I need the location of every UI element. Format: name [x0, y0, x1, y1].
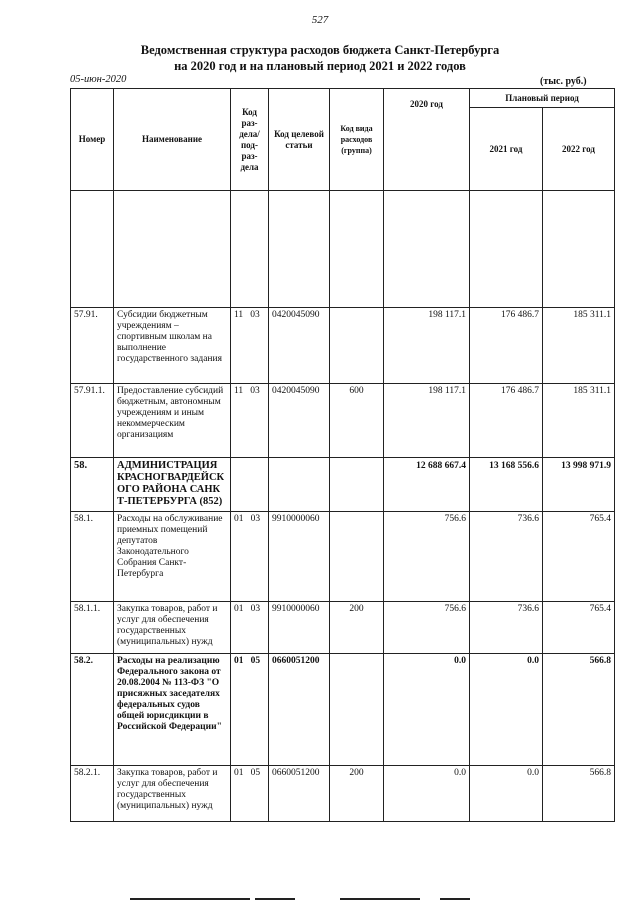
row-name: Субсидии бюджетным учреждениям – спортивным школам на выполнение государственного задания: [114, 308, 231, 384]
row-2020: 756.6: [384, 512, 470, 602]
row-2021: 176 486.7: [470, 384, 543, 458]
footer-line-2: [255, 898, 295, 900]
row-type-code: 600: [330, 384, 384, 458]
row-2020: 12 688 667.4: [384, 458, 470, 512]
row-2022: 13 998 971.9: [543, 458, 615, 512]
row-2020: 198 117.1: [384, 308, 470, 384]
row-2021: 736.6: [470, 602, 543, 654]
row-type-code: [330, 654, 384, 766]
row-name: АДМИНИСТРАЦИЯ КРАСНОГВАРДЕЙСКОГО РАЙОНА САНКТ-ПЕТЕРБУРГА (852): [114, 458, 231, 512]
row-type-code: 200: [330, 766, 384, 822]
header-2021: 2021 год: [470, 108, 543, 191]
footer-line-3: [340, 898, 420, 900]
row-target-code: 0660051200: [269, 654, 330, 766]
row-2020: 0.0: [384, 654, 470, 766]
row-number: 58.1.: [71, 512, 114, 602]
row-number: 58.: [71, 458, 114, 512]
header-2020: 2020 год: [384, 89, 470, 191]
page-number: 527: [311, 14, 329, 26]
row-number: 58.2.1.: [71, 766, 114, 822]
row-2021: 0.0: [470, 654, 543, 766]
row-target-code: 9910000060: [269, 512, 330, 602]
row-section-code: 11 03: [231, 308, 269, 384]
document-date: 05-июн-2020: [70, 74, 127, 85]
row-name: Закупка товаров, работ и услуг для обеспечения государственных (муниципальных) нужд: [114, 602, 231, 654]
row-2022: 566.8: [543, 654, 615, 766]
row-2021: 13 168 556.6: [470, 458, 543, 512]
header-type-code: Код вида расходов (группа): [330, 89, 384, 191]
table-row: [71, 766, 615, 822]
row-number: 57.91.: [71, 308, 114, 384]
row-type-code: [330, 458, 384, 512]
table-row: [71, 308, 615, 384]
header-planned-period: Плановый период: [470, 89, 615, 108]
header-number: Номер: [71, 89, 114, 191]
header-target-code: Код целевой статьи: [269, 89, 330, 191]
header-row: [71, 89, 615, 108]
row-type-code: 200: [330, 602, 384, 654]
row-number: 58.2.: [71, 654, 114, 766]
row-target-code: 0660051200: [269, 766, 330, 822]
row-2022: 566.8: [543, 766, 615, 822]
header-section-code: Код раз-дела/ под-раз-дела: [231, 89, 269, 191]
row-section-code: 01 05: [231, 766, 269, 822]
table-row: [71, 602, 615, 654]
row-section-code: [231, 458, 269, 512]
row-type-code: [330, 308, 384, 384]
row-number: 57.91.1.: [71, 384, 114, 458]
row-2020: 0.0: [384, 766, 470, 822]
row-name: Предоставление субсидий бюджетным, автономным учреждениям и иным некоммерческим организациям: [114, 384, 231, 458]
row-2021: 736.6: [470, 512, 543, 602]
row-type-code: [330, 512, 384, 602]
footer-line-4: [440, 898, 470, 900]
spacer-row: [71, 191, 615, 308]
budget-table: [70, 88, 615, 822]
row-section-code: 01 05: [231, 654, 269, 766]
row-name: Расходы на реализацию Федерального закона от 20.08.2004 № 113-ФЗ "О присяжных заседателях федеральных судов общей юрисдикции в Российской Федерации": [114, 654, 231, 766]
row-target-code: 9910000060: [269, 602, 330, 654]
table-row: [71, 384, 615, 458]
row-2020: 198 117.1: [384, 384, 470, 458]
row-target-code: 0420045090: [269, 384, 330, 458]
header-2022: 2022 год: [543, 108, 615, 191]
table-row: [71, 512, 615, 602]
row-number: 58.1.1.: [71, 602, 114, 654]
table-row: [71, 458, 615, 512]
row-2022: 765.4: [543, 512, 615, 602]
title-line-2: на 2020 год и на плановый период 2021 и 2022 годов: [174, 59, 466, 73]
footer-line-1: [130, 898, 250, 900]
row-2022: 185 311.1: [543, 308, 615, 384]
title-line-1: Ведомственная структура расходов бюджета Санкт-Петербурга: [140, 43, 500, 57]
row-2021: 0.0: [470, 766, 543, 822]
row-2022: 765.4: [543, 602, 615, 654]
row-2021: 176 486.7: [470, 308, 543, 384]
document-title: [0, 42, 640, 74]
row-target-code: [269, 458, 330, 512]
header-name: Наименование: [114, 89, 231, 191]
row-2022: 185 311.1: [543, 384, 615, 458]
row-section-code: 11 03: [231, 384, 269, 458]
row-section-code: 01 03: [231, 602, 269, 654]
units-label: (тыс. руб.): [540, 76, 587, 87]
table-row: [71, 654, 615, 766]
row-2020: 756.6: [384, 602, 470, 654]
row-name: Расходы на обслуживание приемных помещений депутатов Законодательного Собрания Санкт-Петербурга: [114, 512, 231, 602]
row-section-code: 01 03: [231, 512, 269, 602]
row-target-code: 0420045090: [269, 308, 330, 384]
row-name: Закупка товаров, работ и услуг для обеспечения государственных (муниципальных) нужд: [114, 766, 231, 822]
